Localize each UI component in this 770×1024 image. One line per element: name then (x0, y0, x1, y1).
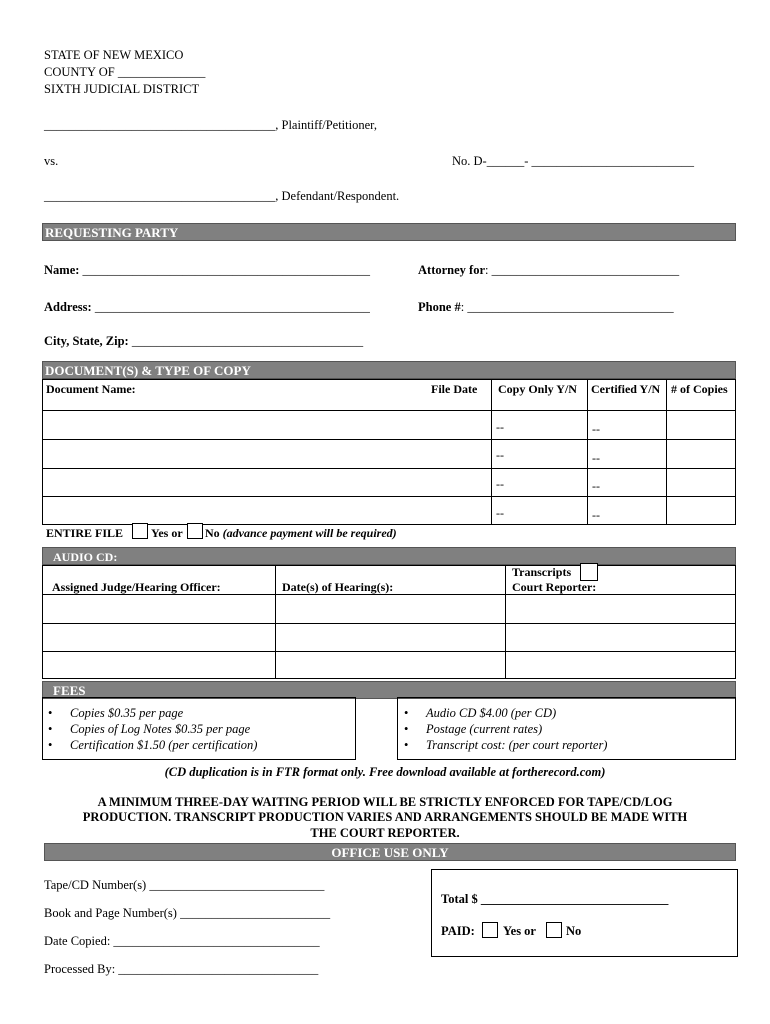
transcripts-header: Transcripts (512, 565, 572, 579)
fee-item: • Audio CD $4.00 (per CD) (400, 705, 607, 721)
certified-header: Certified Y/N (591, 382, 661, 396)
col-divider (587, 379, 588, 525)
defendant-line: _____________________________________, Defendant/Respondent. (44, 189, 400, 203)
attorney-row (418, 263, 679, 278)
fee-item: • Transcript cost: (per court reporter) (400, 737, 607, 753)
district-heading: SIXTH JUDICIAL DISTRICT (44, 82, 200, 96)
fee-item: • Postage (current rates) (400, 721, 607, 737)
certified-cell[interactable]: -- (592, 479, 600, 493)
notice-line-1: A MINIMUM THREE-DAY WAITING PERIOD WILL BE STRICTLY ENFORCED FOR TAPE/CD/LOG (97, 795, 673, 809)
name-label: Name: (44, 263, 80, 277)
paid-no-checkbox[interactable] (546, 922, 562, 938)
address-label: Address: (44, 300, 92, 314)
copies-header: # of Copies (671, 382, 728, 396)
state-heading: STATE OF NEW MEXICO (44, 48, 184, 62)
copy-only-cell[interactable]: -- (496, 448, 504, 462)
col-divider (505, 565, 506, 679)
notice-line-3: THE COURT REPORTER. (310, 826, 460, 840)
city-row (44, 334, 363, 349)
county-heading: COUNTY OF ______________ (44, 65, 206, 79)
entire-file-yes-checkbox[interactable] (132, 523, 148, 539)
name-row (44, 263, 370, 278)
phone-field[interactable]: : _________________________________ (460, 300, 674, 314)
fees-right-list (400, 705, 607, 753)
city-field[interactable]: _____________________________________ (131, 334, 364, 348)
payment-box (431, 869, 738, 957)
certified-cell[interactable]: -- (592, 451, 600, 465)
certified-cell[interactable]: -- (592, 422, 600, 436)
row-divider (42, 496, 736, 497)
case-number-line[interactable]: No. D-______- __________________________ (452, 154, 695, 168)
address-row (44, 300, 370, 315)
copy-only-cell[interactable]: -- (496, 506, 504, 520)
copy-only-cell[interactable]: -- (496, 420, 504, 434)
attorney-field[interactable]: : ______________________________ (485, 263, 680, 277)
certified-cell[interactable]: -- (592, 508, 600, 522)
fees-left-list (44, 705, 257, 753)
judge-header: Assigned Judge/Hearing Officer: (52, 580, 221, 594)
total-label: Total $ (441, 892, 478, 906)
attorney-label: Attorney for (418, 263, 485, 277)
date-copied-field[interactable]: Date Copied: _________________________________ (44, 934, 320, 948)
phone-row (418, 300, 674, 315)
court-reporter-header: Court Reporter: (512, 580, 597, 594)
requesting-party-bar: REQUESTING PARTY (42, 223, 736, 241)
col-divider (666, 379, 667, 525)
transcripts-checkbox[interactable] (580, 563, 598, 581)
notice-line-2: PRODUCTION. TRANSCRIPT PRODUCTION VARIES AND ARRANGEMENTS SHOULD BE MADE WITH (82, 810, 688, 824)
row-divider (42, 468, 736, 469)
total-row (441, 892, 668, 907)
office-use-bar: OFFICE USE ONLY (44, 843, 736, 861)
document-name-header: Document Name: (46, 382, 136, 396)
file-date-header: File Date (431, 382, 478, 396)
vs-label: vs. (44, 154, 59, 168)
row-divider (42, 623, 736, 624)
plaintiff-line[interactable]: _____________________________________, Plaintiff/Petitioner, (44, 118, 377, 132)
advance-payment-note: (advance payment will be required) (222, 526, 397, 540)
name-field[interactable]: ______________________________________________ (82, 263, 371, 277)
copy-only-header: Copy Only Y/N (498, 382, 577, 396)
address-field[interactable]: ____________________________________________ (94, 300, 370, 314)
phone-label: Phone # (418, 300, 461, 314)
processed-by-field[interactable]: Processed By: ________________________________ (44, 962, 319, 976)
audio-cd-bar: AUDIO CD: (42, 547, 736, 565)
total-field[interactable]: ______________________________ (477, 892, 669, 906)
documents-table (42, 379, 736, 525)
fee-item: • Certification $1.50 (per certification) (44, 737, 257, 753)
col-divider (491, 379, 492, 525)
entire-file-no-row (205, 526, 397, 541)
entire-file-yes-label: Yes or (151, 526, 183, 540)
documents-bar: DOCUMENT(S) & TYPE OF COPY (42, 361, 736, 379)
fees-bar: FEES (42, 681, 736, 699)
entire-file-label: ENTIRE FILE (46, 526, 124, 540)
fee-item: • Copies of Log Notes $0.35 per page (44, 721, 257, 737)
book-page-number-field[interactable]: Book and Page Number(s) ________________________ (44, 906, 331, 920)
row-divider (42, 439, 736, 440)
hearing-dates-header: Date(s) of Hearing(s): (282, 580, 394, 594)
cd-format-note: (CD duplication is in FTR format only. Free download available at fortherecord.com) (164, 765, 606, 779)
tape-cd-number-field[interactable]: Tape/CD Number(s) ____________________________ (44, 878, 325, 892)
paid-no-label: No (566, 924, 582, 938)
paid-yes-label: Yes or (503, 924, 536, 938)
fee-item: • Copies $0.35 per page (44, 705, 257, 721)
row-divider (42, 651, 736, 652)
entire-file-no-label: No (205, 526, 220, 540)
entire-file-no-checkbox[interactable] (187, 523, 203, 539)
copy-only-cell[interactable]: -- (496, 477, 504, 491)
row-divider (42, 410, 736, 411)
city-label: City, State, Zip: (44, 334, 129, 348)
col-divider (275, 565, 276, 679)
paid-label: PAID: (441, 924, 475, 938)
paid-yes-checkbox[interactable] (482, 922, 498, 938)
